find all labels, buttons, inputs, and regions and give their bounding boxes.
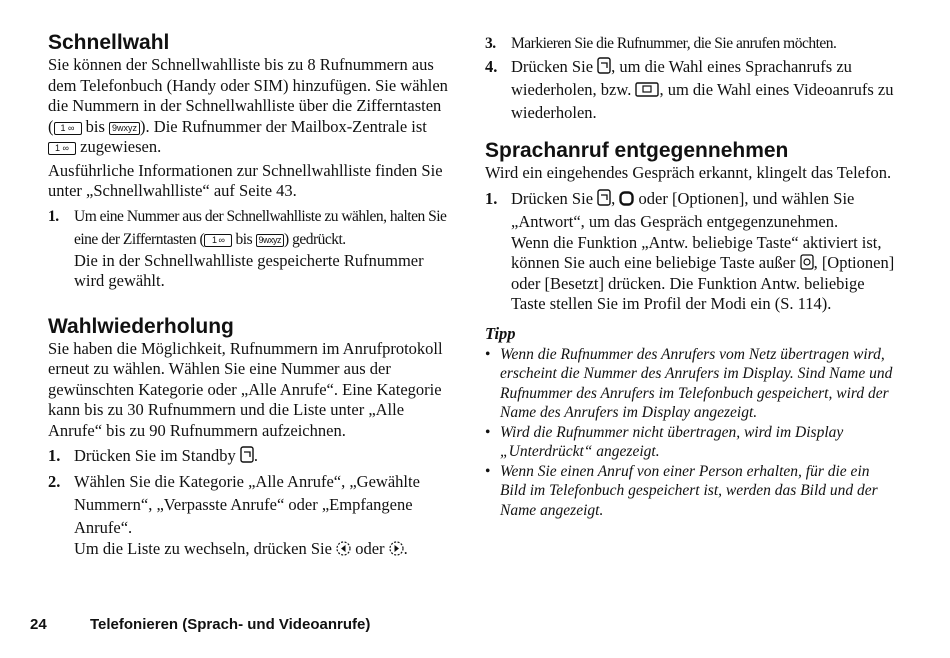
right-column	[485, 32, 895, 520]
text: Drücken Sie	[511, 188, 598, 208]
text: bis	[232, 230, 256, 248]
key-1-icon: 1 ∞	[54, 122, 82, 135]
wahlwiederholung-paragraph: Sie haben die Möglichkeit, Rufnummern im Anrufprotokoll erneut zu wählen. Wählen Sie eine Nummer aus der gewünschten Kategorie oder „Alle Anrufe“. Eine Kategorie kann bis zu 30 Rufnummern und die Liste unter „Alle Anrufe“ bis zu 90 Rufnummern aufzeichnen.	[48, 338, 443, 440]
step-number: 1.	[48, 207, 59, 225]
text: .	[403, 539, 408, 558]
call-key-icon	[240, 446, 254, 463]
tipp-title: Tipp	[485, 323, 516, 343]
text: Drücken Sie	[511, 57, 598, 76]
text: , um die Wahl eines Sprachanrufs zu wiederholen, bzw.	[511, 57, 852, 99]
text: ) gedrückt.	[284, 230, 346, 248]
call-key-icon	[597, 57, 611, 74]
call-key-icon	[597, 189, 611, 206]
text: oder	[351, 539, 389, 558]
heading-sprachanruf: Sprachanruf entgegennehmen	[485, 139, 789, 162]
text: ). Die Rufnummer der Mailbox-Zentrale ist	[140, 116, 427, 136]
text: Wählen Sie die Kategorie „Alle Anrufe“, „Gewählte Nummern“, „Verpasste Anrufe“ oder „Empfangene Anrufe“.	[74, 472, 420, 537]
text: Um die Liste zu wechseln, drücken Sie	[74, 539, 337, 558]
text: Drücken Sie im Standby	[74, 446, 240, 465]
sprachanruf-paragraph: Wird ein eingehendes Gespräch erkannt, klingelt das Telefon.	[485, 163, 892, 182]
schnellwahl-paragraph	[48, 55, 448, 158]
key-1-icon: 1 ∞	[204, 234, 232, 247]
step-number: 4.	[485, 57, 498, 76]
center-key-icon	[619, 191, 634, 206]
text: zugewiesen.	[76, 137, 162, 156]
tipp-item	[485, 345, 895, 423]
bullet: •	[485, 423, 491, 441]
chapter-title: Telefonieren (Sprach- und Videoanrufe)	[90, 616, 371, 633]
bullet: •	[485, 345, 491, 363]
wahlwiederholung-step-3	[485, 32, 895, 55]
wahlwiederholung-step-1	[48, 444, 448, 467]
text: bis	[81, 116, 110, 136]
step-number: 3.	[485, 35, 496, 52]
key-9-icon: 9wxyz	[256, 234, 285, 247]
tipp-item	[485, 423, 895, 462]
text: Wird die Rufnummer nicht übertragen, wird im Display „Unterdrückt“ angezeigt.	[500, 423, 844, 460]
heading-schnellwahl: Schnellwahl	[48, 31, 170, 54]
wahlwiederholung-step-2	[48, 470, 448, 539]
heading-wahlwiederholung: Wahlwiederholung	[48, 314, 234, 338]
key-1-icon: 1 ∞	[48, 142, 76, 155]
schnellwahl-step-1-note: Die in der Schnellwahlliste gespeicherte Rufnummer wird gewählt.	[74, 250, 424, 290]
sprachanruf-step-1-note	[485, 233, 895, 315]
text: .	[253, 446, 259, 465]
schnellwahl-reference: Ausführliche Informationen zur Schnellwahlliste finden Sie unter „Schnellwahlliste“ auf Seite 43.	[48, 160, 443, 200]
nav-left-icon	[336, 541, 351, 556]
text: Sie können der Schnellwahlliste bis zu 8 Rufnummern aus dem Telefonbuch (Handy oder SIM) hinzufügen. Sie wählen die Nummern in der Schnellwahlliste über die Zifferntasten (	[48, 55, 448, 136]
video-call-key-icon	[635, 82, 659, 97]
wahlwiederholung-step-2-note	[48, 539, 448, 560]
sprachanruf-step-1	[485, 187, 895, 233]
step-number: 1.	[485, 188, 498, 208]
text: ,	[611, 188, 620, 208]
text: Um eine Nummer aus der Schnellwahlliste zu wählen, halten Sie eine der Zifferntasten (	[74, 207, 447, 248]
text: oder [Optionen], und wählen Sie „Antwort“, um das Gespräch entgegenzunehmen.	[511, 188, 855, 231]
step-number: 2.	[48, 472, 61, 491]
bullet: •	[485, 462, 491, 480]
text: Markieren Sie die Rufnummer, die Sie anrufen möchten.	[511, 35, 837, 52]
text: Wenn Sie einen Anruf von einer Person erhalten, für die ein Bild im Telefonbuch gespeichert ist, werden das Bild und der Name angezeigt.	[500, 462, 878, 519]
page-number: 24	[30, 616, 47, 633]
left-column	[48, 30, 448, 560]
text: , [Optionen] oder [Besetzt] drücken. Die Funktion Antw. beliebige Taste stellen Sie im Profil der Modi ein (S. 114).	[511, 253, 895, 313]
side-key-icon	[800, 254, 814, 270]
text: Wenn die Rufnummer des Anrufers vom Netz übertragen wird, erscheint die Nummer des Anrufers im Display. Sind Name und Rufnummer des Anrufers im Telefonbuch gespeichert, wird der Name des Anrufers im Display angezeigt.	[500, 345, 893, 421]
wahlwiederholung-step-4	[485, 55, 895, 124]
tipp-item	[485, 462, 895, 521]
nav-right-icon	[389, 541, 404, 556]
text: , um die Wahl eines Videoanrufs zu wiederholen.	[511, 80, 894, 122]
page-footer	[30, 616, 370, 633]
key-9-icon: 9wxyz	[109, 122, 140, 135]
text: Wenn die Funktion „Antw. beliebige Taste“ aktiviert ist, können Sie auch eine beliebige Taste außer	[511, 232, 882, 272]
schnellwahl-step-1	[48, 205, 448, 251]
step-number: 1.	[48, 446, 61, 465]
